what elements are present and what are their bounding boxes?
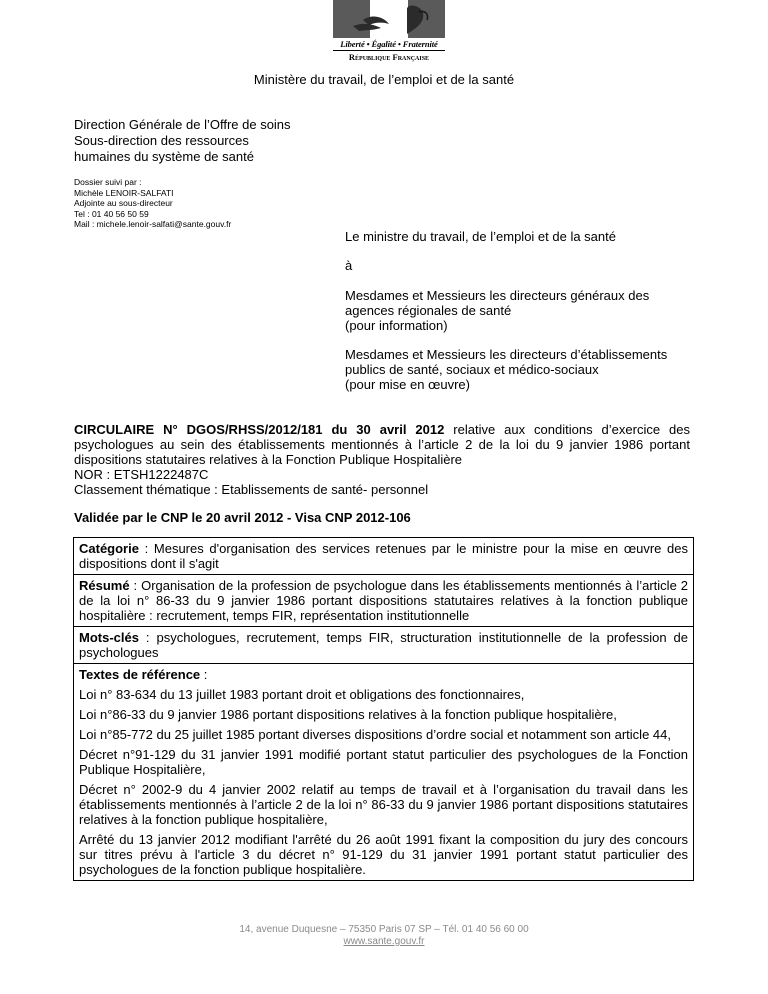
classement-line: Classement thématique : Etablissements de santé- personnel (74, 482, 429, 497)
direction-line: Direction Générale de l’Offre de soins (74, 117, 291, 132)
marianne-emblem-icon (333, 0, 445, 38)
dossier-line: Adjointe au sous-directeur (74, 198, 173, 208)
circulaire-subject: relative aux conditions d’exercice des psychologues au sein des établissements mentionnés à l’article 2 de la loi du 9 janvier 1986 portant dispositions statutaires relatives à la Fonction Publique Hospitalière (74, 422, 690, 467)
recipient-block-2 (345, 347, 667, 392)
categorie-cell (74, 538, 694, 575)
recipient-line: Mesdames et Messieurs les directeurs d’établissements (345, 347, 668, 362)
footer-address: 14, avenue Duquesne – 75350 Paris 07 SP – Tél. 01 40 56 60 00 (239, 924, 529, 935)
dossier-line: Michèle LENOIR-SALFATI (74, 187, 174, 198)
table-row (74, 664, 694, 881)
motscles-text: : psychologues, recrutement, temps FIR, structuration institutionnelle de la profession de psychologues (79, 630, 688, 660)
recipient-line: publics de santé, sociaux et médico-sociaux (345, 362, 599, 377)
resume-text: : Organisation de la profession de psychologue dans les établissements mentionnés à l’article 2 de la loi n° 86-33 du 9 janvier 1986 portant dispositions statutaires relatives à la fonction publique hospitalière : recrutement, temps FIR, représentation institutionnelle (79, 578, 688, 623)
dossier-line: Tel : 01 40 56 50 59 (74, 208, 149, 219)
textes-cell (74, 664, 694, 881)
ministry-title: Ministère du travail, de l’emploi et de la santé (253, 72, 515, 87)
categorie-text: : Mesures d'organisation des services retenues par le ministre pour la mise en œuvre des dispositions dont il s'agit (79, 541, 688, 571)
recipient-line: (pour mise en œuvre) (345, 377, 470, 392)
circulaire-block (74, 422, 690, 497)
textes-label: Textes de référence (79, 667, 201, 682)
motscles-cell (74, 627, 694, 664)
address-to: à (345, 258, 353, 273)
direction-block (74, 117, 291, 165)
textes-colon: : (200, 667, 208, 682)
recipient-line: agences régionales de santé (345, 303, 512, 318)
reference-item: Loi n° 83-634 du 13 juillet 1983 portant droit et obligations des fonctionnaires, (79, 687, 525, 702)
dossier-contact (74, 177, 231, 230)
circulaire-reference (74, 422, 690, 467)
direction-line: humaines du système de santé (74, 149, 254, 164)
reference-item: Décret n°91-129 du 31 janvier 1991 modifié portant statut particulier des psychologues de la Fonction Publique Hospitalière, (79, 747, 688, 777)
table-row (74, 575, 694, 627)
recipient-line: (pour information) (345, 318, 448, 333)
textes-heading (79, 667, 688, 682)
resume-label: Résumé (79, 578, 130, 593)
table-row (74, 627, 694, 664)
nor-line: NOR : ETSH1222487C (74, 467, 209, 482)
reference-item: Décret n° 2002-9 du 4 janvier 2002 relatif au temps de travail et à l’organisation du travail dans les établissements mentionnés à l’article 2 de la loi n° 86-33 du 9 janvier 1986 portant dispositions statutaires relatives à la fonction publique hospitalière, (79, 782, 688, 827)
dossier-line: Dossier suivi par : (74, 177, 142, 187)
recipient-block-1 (345, 288, 649, 333)
sender-line: Le ministre du travail, de l’emploi et de la santé (345, 229, 616, 244)
summary-table (73, 537, 694, 881)
marianne-logo (333, 0, 445, 64)
footer-website-link[interactable]: www.sante.gouv.fr (343, 936, 425, 947)
reference-item: Loi n°86-33 du 9 janvier 1986 portant dispositions relatives à la fonction publique hospitalière, (79, 707, 617, 722)
circulaire-number: CIRCULAIRE N° DGOS/RHSS/2012/181 du 30 avril 2012 (74, 422, 445, 437)
recipient-line: Mesdames et Messieurs les directeurs généraux des (345, 288, 650, 303)
logo-name: République Française (333, 50, 445, 62)
categorie-label: Catégorie (79, 541, 139, 556)
table-row (74, 538, 694, 575)
validation-line: Validée par le CNP le 20 avril 2012 - Visa CNP 2012-106 (74, 510, 411, 525)
logo-motto: Liberté • Égalité • Fraternité (340, 39, 438, 49)
dossier-email: Mail : michele.lenoir-salfati@sante.gouv.fr (74, 219, 232, 229)
motscles-label: Mots-clés (79, 630, 139, 645)
direction-line: Sous-direction des ressources (74, 133, 249, 148)
reference-item: Arrêté du 13 janvier 2012 modifiant l'arrêté du 26 août 1991 fixant la composition du jury des concours sur titres prévu à l'article 3 du décret n° 91-129 du 31 janvier 1991 portant statut particulier des psychologues de la fonction publique hospitalière. (79, 832, 688, 877)
reference-item: Loi n°85-772 du 25 juillet 1985 portant diverses dispositions d’ordre social et notamment son article 44, (79, 727, 671, 742)
page-footer (0, 924, 768, 948)
resume-cell (74, 575, 694, 627)
